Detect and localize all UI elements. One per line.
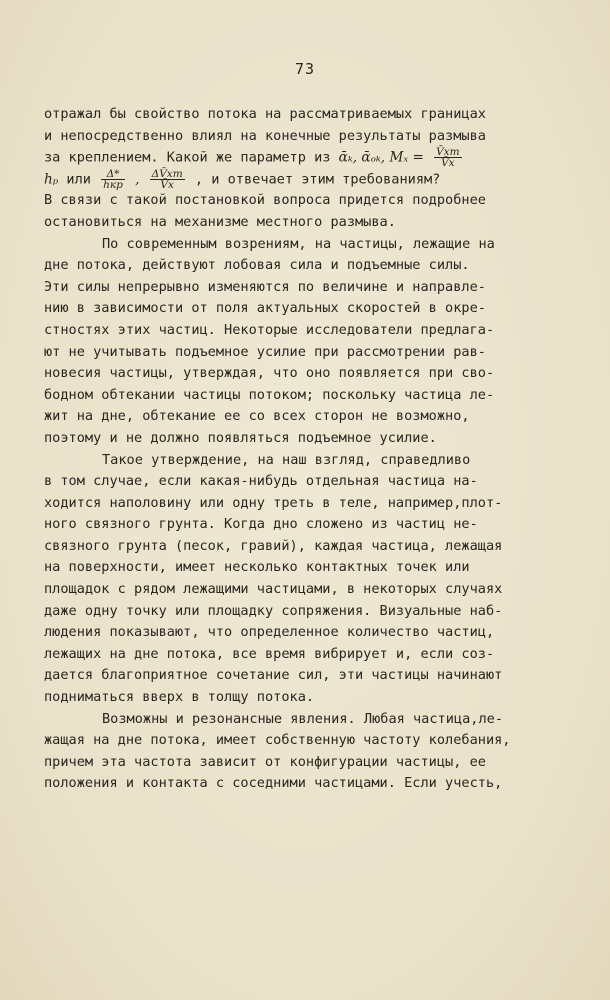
text-line: нию в зависимости от поля актуальных скоростей в окре- [44,300,486,317]
text-line: и непосредственно влиял на конечные результаты размыва [44,127,486,144]
text-line: даже одну точку или площадку сопряжения. Визуальные наб- [44,602,503,619]
text-line: причем эта частота зависит от конфигурации частицы, ее [44,753,486,770]
formula-fraction-mx [434,147,461,168]
text-line-with-formula [44,147,574,169]
text-line: поэтому и не должно появляться подъемное усилие. [44,429,437,446]
text-line: остановиться на механизме местного размыва. [44,213,396,230]
formula-fraction-1 [101,169,125,190]
text-line: бодном обтекании частицы потоком; поскольку частица ле- [44,386,495,403]
text-line: связного грунта (песок, гравий), каждая частица, лежащая [44,537,503,554]
text-line: ют не учитывать подъемное усилие при рассмотрении рав- [44,343,486,360]
fraction-denominator: V̄x [441,157,455,170]
text-line: жащая на дне потока, имеет собственную частоту колебания, [44,732,511,749]
body-text [44,104,574,795]
text-line: отражал бы свойство потока на рассматриваемых границах [44,106,486,122]
text-line: лежащих на дне потока, все время вибрирует и, если соз- [44,645,495,662]
text-line: ного связного грунта. Когда дно сложено из частиц не- [44,516,478,533]
text-line: в том случае, если какая-нибудь отдельная частица на- [44,473,478,490]
fraction-denominator: V̄x [160,178,174,191]
paragraph-start-line: Возможны и резонансные явления. Любая частица,ле- [102,710,504,727]
text-line: дне потока, действуют лобовая сила и подъемные силы. [44,257,470,274]
text-line: ходится наполовину или одну треть в теле, например,плот- [44,494,503,511]
fraction-numerator: V̄xm [436,146,460,159]
fraction-denominator: hкр [103,178,123,191]
page-number: 73 [294,60,316,78]
text-line: Эти силы непрерывно изменяются по величине и направле- [44,278,486,295]
text-line: площадок с рядом лежащими частицами, в некоторых случаях [44,581,503,598]
text-fragment: или [66,171,91,188]
text-line: положения и контакта с соседними частицами. Если учесть, [44,775,503,792]
text-line: новесия частицы, утверждая, что оно появляется при сво- [44,365,495,382]
paragraph-start-line: Такое утверждение, на наш взгляд, справедливо [102,451,471,468]
text-line: жит на дне, обтекание ее со всех сторон не возможно, [44,408,470,425]
text-line: подниматься вверх в толщу потока. [44,689,315,706]
paragraph-start-line: По современным возрениям, на частицы, лежащие на [102,235,495,252]
formula-hp: hₚ [44,171,59,188]
text-line-with-formula: hₚ или $\frac{\Delta*}{\text{hкр}}$ , $\frac{\Delta V̄xm}{V̄x}$ , и отвечает этим требованиям? [44,167,441,191]
text-line: людения показывают, что определенное количество частиц, [44,624,495,641]
text-line: дается благоприятное сочетание сил, эти частицы начинают [44,667,503,684]
text-line: В связи с такой постановкой вопроса придется подробнее [44,192,486,209]
fraction-numerator: Δ* [101,169,125,180]
text-fragment: за креплением. Какой же параметр из [44,149,331,166]
formula-parameters: ᾱₖ, ᾱₒₖ, Mₓ = [338,149,424,166]
fraction-numerator: ΔV̄xm [151,167,183,180]
formula-fraction-2 [150,169,185,190]
text-fragment: , и отвечает этим требованиям? [194,171,441,188]
text-line: на поверхности, имеет несколько контактных точек или [44,559,470,576]
text-line: стностях этих частиц. Некоторые исследователи предлага- [44,321,495,338]
